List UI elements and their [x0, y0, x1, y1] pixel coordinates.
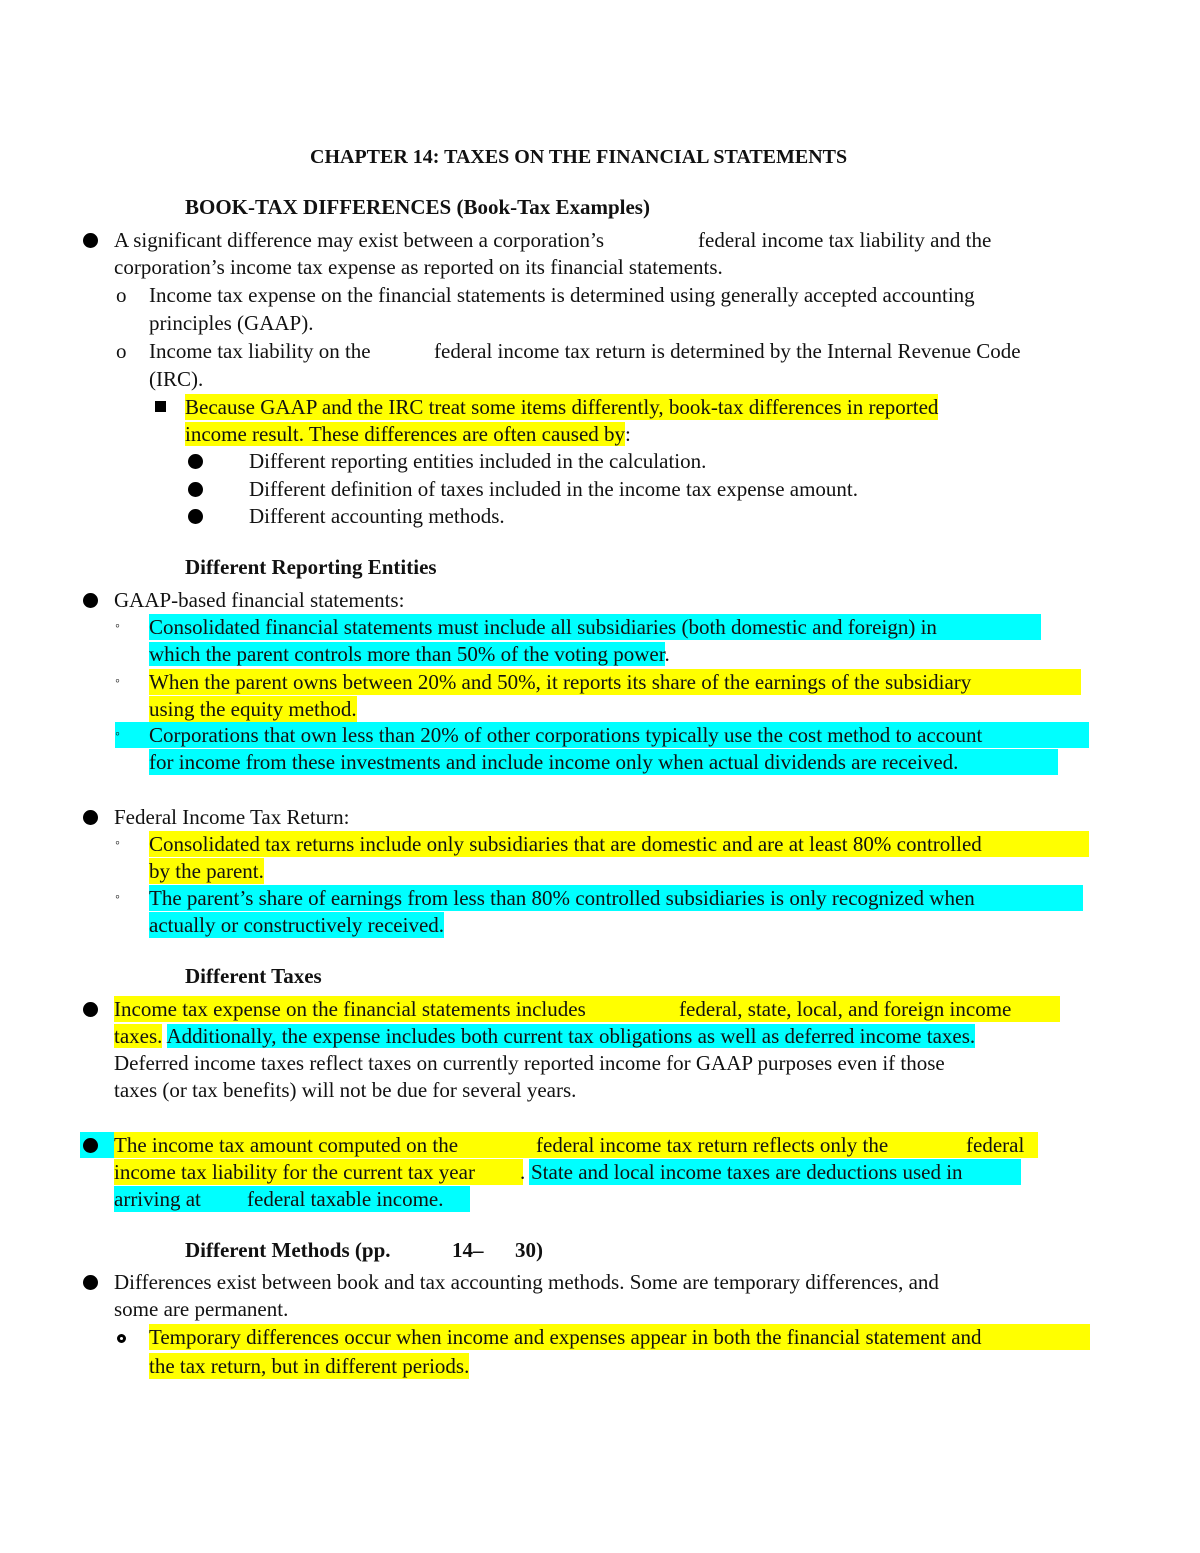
section-heading-different-taxes: Different Taxes: [185, 964, 322, 988]
circle-bullet-marker: ◦: [115, 674, 120, 689]
paragraph-line: GAAP-based financial statements:: [114, 588, 405, 612]
paragraph-line: taxes (or tax benefits) will not be due for several years.: [114, 1078, 577, 1102]
paragraph-line: Federal Income Tax Return:: [114, 805, 350, 829]
highlighted-text: income result. These differences are often caused by: [185, 422, 626, 446]
paragraph-line: (IRC).: [149, 367, 204, 391]
paragraph-line: federal income tax return is determined by the Internal Revenue Code: [434, 339, 1021, 363]
paragraph-line: principles (GAAP).: [149, 311, 314, 335]
punctuation: :: [625, 422, 631, 446]
paragraph-line: income tax liability for the current tax year: [114, 1160, 475, 1184]
bullet-icon: [83, 1275, 98, 1290]
highlighted-line: actually or constructively received.: [149, 913, 445, 937]
highlighted-line: Consolidated financial statements must include all subsidiaries (both domestic and foreign) in: [149, 614, 1041, 640]
highlighted-text: Additionally, the expense includes both current tax obligations as well as deferred income taxes: [166, 1024, 970, 1048]
highlighted-line: Because GAAP and the IRC treat some items differently, book-tax differences in reported: [185, 395, 939, 419]
punctuation: .: [664, 642, 670, 666]
paragraph-line: arriving at: [114, 1187, 201, 1211]
paragraph-line: Differences exist between book and tax accounting methods. Some are temporary differences, and: [114, 1270, 939, 1294]
highlighted-text: which the parent controls more than 50% of the voting power: [149, 642, 665, 666]
highlighted-line: using the equity method.: [149, 697, 357, 721]
bullet-icon: [83, 810, 98, 825]
paragraph-line: Income tax liability on the: [149, 339, 371, 363]
paragraph-line: A significant difference may exist between a corporation’s: [114, 228, 605, 252]
section-heading-different-methods: Different Methods (pp.: [185, 1238, 391, 1262]
page-title: CHAPTER 14: TAXES ON THE FINANCIAL STATEMENTS: [310, 146, 848, 168]
bullet-icon: [188, 482, 203, 497]
paragraph-line: federal taxable income.: [247, 1187, 444, 1211]
paragraph-line: some are permanent.: [114, 1297, 289, 1321]
highlighted-line: The parent’s share of earnings from less than 80% controlled subsidiaries is only recognized when: [149, 885, 1083, 911]
paragraph-line: The income tax amount computed on the: [114, 1133, 459, 1157]
bullet-icon: [83, 233, 98, 248]
section-heading-book-tax: BOOK-TAX DIFFERENCES (Book-Tax Examples): [185, 195, 650, 219]
highlighted-line: Consolidated tax returns include only subsidiaries that are domestic and are at least 80% controlled: [149, 831, 1089, 857]
circle-bullet-marker: ◦: [115, 619, 120, 634]
paragraph-line: federal, state, local, and foreign income: [679, 997, 1012, 1021]
paragraph-line: federal income tax return reflects only the: [536, 1133, 889, 1157]
section-heading-reporting-entities: Different Reporting Entities: [185, 555, 437, 579]
highlighted-line: When the parent owns between 20% and 50%, it reports its share of the earnings of the subsidiary: [149, 669, 1081, 695]
highlighted-line: for income from these investments and include income only when actual dividends are received.: [149, 749, 1058, 775]
paragraph-line: Corporations that own less than 20% of other corporations typically use the cost method to account: [149, 723, 983, 747]
list-item: Different accounting methods.: [249, 504, 505, 528]
bullet-icon: [83, 1002, 98, 1017]
highlighted-line: by the parent.: [149, 859, 264, 883]
highlighted-line: the tax return, but in different periods.: [149, 1354, 470, 1378]
page-range-start: 14–: [452, 1238, 484, 1262]
paragraph-line: [185, 421, 631, 447]
hollow-bullet-icon: [117, 1334, 126, 1343]
paragraph-line: Income tax expense on the financial statements includes: [114, 997, 586, 1021]
paragraph-line: State and local income taxes are deductions used in: [531, 1160, 963, 1184]
circle-bullet-marker: ◦: [115, 727, 120, 742]
punctuation: .: [520, 1160, 526, 1184]
square-bullet-icon: [155, 401, 166, 412]
sub-bullet-marker: o: [116, 283, 127, 307]
circle-bullet-marker: ◦: [115, 890, 120, 905]
list-item: Different reporting entities included in the calculation.: [249, 449, 707, 473]
list-item: Different definition of taxes included in the income tax expense amount.: [249, 477, 859, 501]
paragraph-line: [114, 1023, 975, 1049]
bullet-icon: [188, 509, 203, 524]
paragraph-line: federal: [966, 1133, 1025, 1157]
bullet-icon: [188, 454, 203, 469]
page-range-end: 30): [515, 1238, 543, 1262]
circle-bullet-marker: ◦: [115, 836, 120, 851]
highlighted-line: Temporary differences occur when income and expenses appear in both the financial statement and: [149, 1324, 1090, 1350]
bullet-icon: [83, 1138, 98, 1153]
paragraph-line: federal income tax liability and the: [698, 228, 992, 252]
sub-bullet-marker: o: [116, 339, 127, 363]
paragraph-line: Deferred income taxes reflect taxes on currently reported income for GAAP purposes even if those: [114, 1051, 945, 1075]
punctuation: .: [969, 1024, 976, 1048]
paragraph-line: corporation’s income tax expense as reported on its financial statements.: [114, 255, 723, 279]
paragraph-line: [149, 641, 670, 667]
paragraph-line: Income tax expense on the financial statements is determined using generally accepted accounting: [149, 283, 975, 307]
highlighted-text: taxes.: [114, 1024, 163, 1048]
bullet-icon: [83, 593, 98, 608]
